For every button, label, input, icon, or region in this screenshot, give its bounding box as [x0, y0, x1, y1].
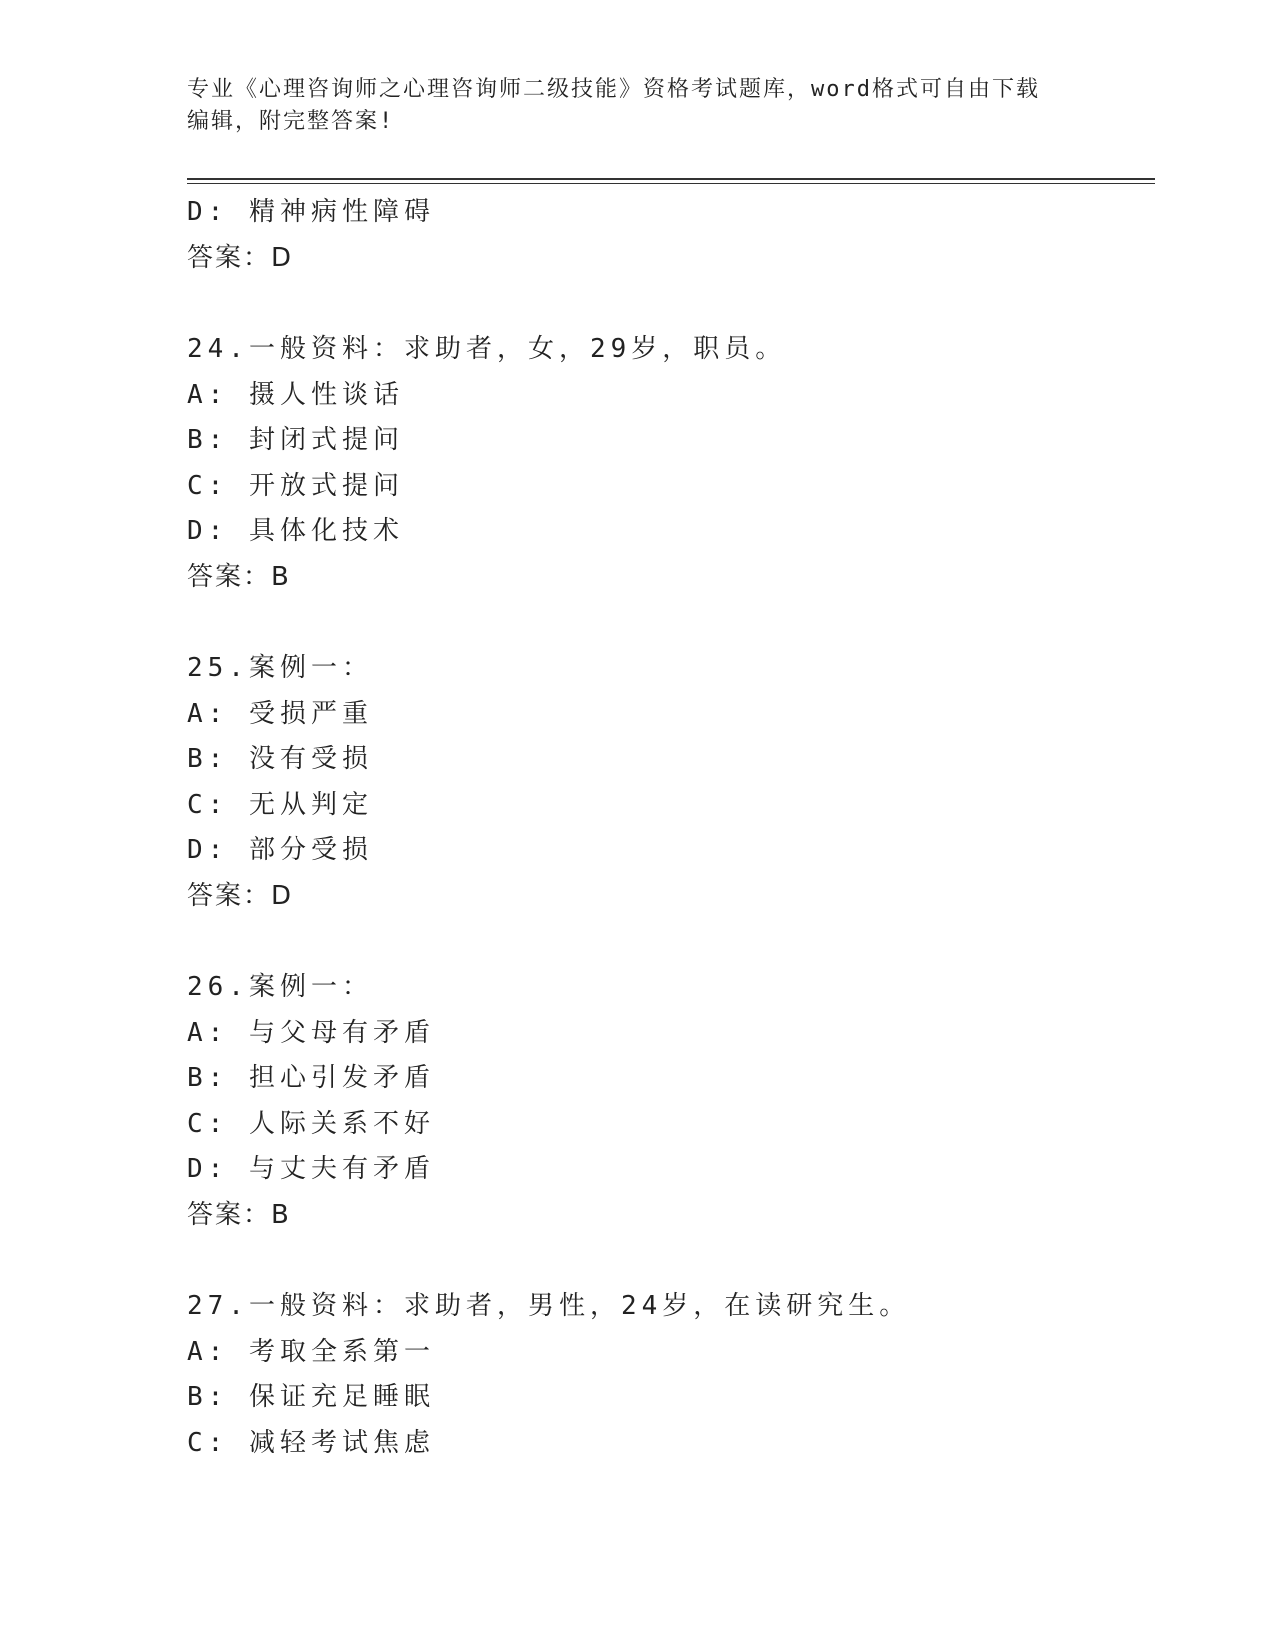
header-line-1: 专业《心理咨询师之心理咨询师二级技能》资格考试题库，word格式可自由下载 [187, 77, 1040, 102]
spacer [187, 281, 1155, 327]
option-b: B: 担心引发矛盾 [187, 1063, 435, 1093]
question-block-24 [187, 327, 1155, 600]
option-a: A: 受损严重 [187, 698, 373, 729]
header-line-2: 编辑，附完整答案! [187, 109, 395, 134]
spacer [187, 919, 1155, 965]
document-header [187, 74, 1087, 138]
question-stem: 25.案例一： [187, 653, 373, 683]
spacer [187, 1238, 1155, 1284]
spacer [187, 600, 1155, 646]
header-rule-thin [187, 183, 1155, 184]
option-a: A: 与父母有矛盾 [187, 1017, 435, 1048]
question-stem: 26.案例一： [187, 972, 373, 1002]
option-d: D: 部分受损 [187, 835, 373, 865]
header-rule-thick [187, 178, 1155, 180]
question-block-26 [187, 965, 1155, 1238]
option-d: D: 与丈夫有矛盾 [187, 1154, 435, 1184]
answer-line: 答案：D [187, 242, 294, 273]
question-block-27 [187, 1284, 1155, 1466]
option-d: D: 具体化技术 [187, 516, 404, 546]
option-b: B: 保证充足睡眠 [187, 1382, 435, 1412]
option-c: C: 开放式提问 [187, 470, 404, 501]
question-stem: 24.一般资料：求助者，女，29岁，职员。 [187, 334, 787, 364]
option-c: C: 人际关系不好 [187, 1108, 435, 1139]
answer-line: 答案：B [187, 561, 291, 592]
question-stem: 27.一般资料：求助者，男性，24岁，在读研究生。 [187, 1291, 911, 1321]
option-b: B: 封闭式提问 [187, 425, 404, 455]
option-c: C: 无从判定 [187, 789, 373, 820]
option-a: A: 摄人性谈话 [187, 379, 404, 410]
option-b: B: 没有受损 [187, 744, 373, 774]
option-a: A: 考取全系第一 [187, 1336, 435, 1367]
answer-line: 答案：D [187, 880, 294, 911]
answer-line: 答案：B [187, 1199, 291, 1230]
option-c: C: 减轻考试焦虑 [187, 1427, 435, 1458]
option-d: D: 精神病性障碍 [187, 197, 435, 227]
question-list [187, 190, 1155, 1466]
question-block-25 [187, 646, 1155, 919]
